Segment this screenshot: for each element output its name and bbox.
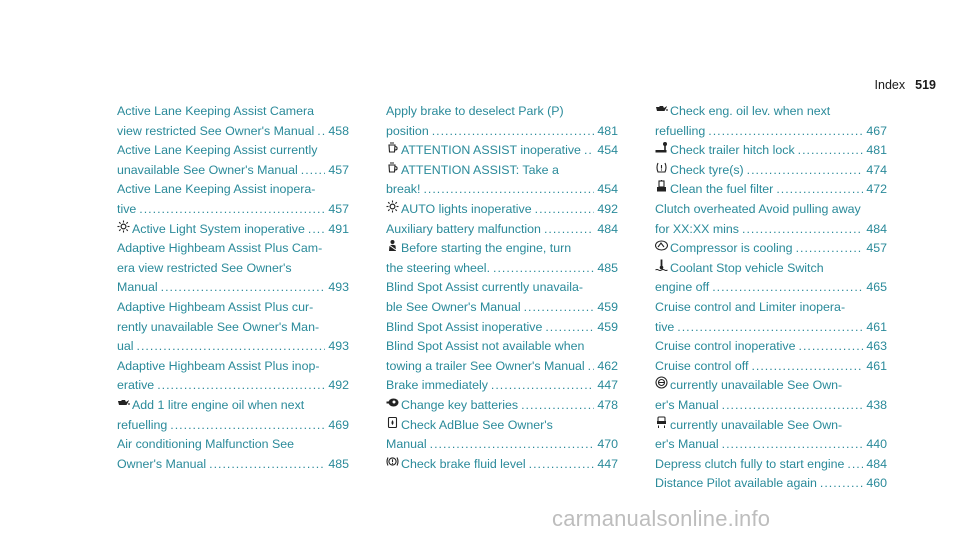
- index-entry-line: [655, 318, 887, 338]
- index-entry-text: Adaptive Highbeam Assist Plus inop-: [117, 358, 320, 373]
- index-entry: [386, 376, 618, 396]
- page-reference: 462: [597, 358, 618, 373]
- index-entry-text: er's Manual: [655, 437, 719, 452]
- coffee-cup-icon: [386, 161, 399, 174]
- leader-dots: [529, 455, 595, 475]
- index-entry-line: [386, 239, 618, 259]
- index-entry-line: [655, 239, 887, 259]
- page-reference: 447: [597, 456, 618, 471]
- leader-dots: [521, 396, 594, 416]
- index-entry-text: Check eng. oil lev. when next: [670, 104, 831, 118]
- index-entry: [655, 141, 887, 161]
- index-entry-text: erative: [117, 378, 155, 393]
- index-entry-text: refuelling: [117, 417, 168, 432]
- index-entry-text: Before starting the engine, turn: [401, 241, 572, 256]
- index-entry-line: [386, 416, 618, 436]
- index-column-1: [117, 102, 349, 474]
- page-reference: 485: [328, 456, 349, 471]
- brake-warning-icon: [386, 455, 399, 468]
- page-reference: 467: [866, 123, 887, 138]
- index-entry-text: Distance Pilot available again: [655, 476, 817, 491]
- index-entry: [655, 474, 887, 494]
- index-entry: [655, 161, 887, 181]
- leader-dots: [317, 122, 325, 142]
- leader-dots: [209, 455, 325, 475]
- index-entry-text: towing a trailer See Owner's Manual: [386, 358, 585, 373]
- index-entry-line: [386, 376, 618, 396]
- leader-dots: [751, 357, 863, 377]
- index-entry-text: tive: [655, 319, 675, 334]
- index-entry-line: [655, 455, 887, 475]
- index-entry-line: [117, 337, 349, 357]
- leader-dots: [742, 220, 863, 240]
- index-entry: [655, 259, 887, 298]
- index-entry-text: Check brake fluid level: [401, 456, 526, 471]
- index-entry-text: ATTENTION ASSIST: Take a: [401, 162, 559, 177]
- index-entry-line: [386, 259, 618, 279]
- page-reference: 481: [597, 123, 618, 138]
- index-entry-line: [117, 259, 349, 279]
- index-entry-text: Check trailer hitch lock: [670, 143, 795, 158]
- index-entry-text: Depress clutch fully to start engine: [655, 456, 845, 471]
- leader-dots: [432, 122, 595, 142]
- index-entry-line: [117, 220, 349, 240]
- index-entry-line: [655, 435, 887, 455]
- index-entry: [386, 396, 618, 416]
- oil-can-icon: [655, 102, 668, 115]
- index-entry: [386, 239, 618, 278]
- index-entry-line: [386, 161, 618, 181]
- page-reference: 457: [328, 162, 349, 177]
- index-entry-text: Clean the fuel filter: [670, 182, 774, 197]
- index-entry-line: [117, 376, 349, 396]
- index-entry-line: [117, 161, 349, 181]
- index-entry-line: [386, 357, 618, 377]
- leader-dots: [798, 141, 864, 161]
- index-entry-text: Cruise control off: [655, 358, 749, 373]
- page-reference: 478: [597, 397, 618, 412]
- page-reference: 493: [328, 280, 349, 295]
- index-entry-text: Clutch overheated Avoid pulling away: [655, 201, 861, 216]
- index-entry: [386, 416, 618, 455]
- index-entry-text: Coolant Stop vehicle Switch: [670, 260, 824, 275]
- index-entry-text: engine off: [655, 280, 710, 295]
- index-entry: [386, 161, 618, 200]
- page-reference: 463: [866, 339, 887, 354]
- page-reference: 454: [597, 143, 618, 158]
- index-entry-text: refuelling: [655, 123, 706, 138]
- key-fob-icon: [386, 396, 399, 409]
- leader-dots: [722, 435, 864, 455]
- page-reference: 484: [866, 221, 887, 236]
- index-entry-text: ATTENTION ASSIST inoperative: [401, 143, 581, 158]
- index-entry: [655, 239, 887, 259]
- page-reference: 458: [328, 123, 349, 138]
- index-entry-line: [655, 141, 887, 161]
- index-entry-text: ual: [117, 339, 134, 354]
- index-entry: [117, 396, 349, 435]
- leader-dots: [423, 180, 594, 200]
- leader-dots: [708, 122, 863, 142]
- index-entry-text: Add 1 litre engine oil when next: [132, 397, 305, 412]
- leader-dots: [545, 318, 594, 338]
- page-reference: 469: [328, 417, 349, 432]
- index-entry-text: Blind Spot Assist currently unavaila-: [386, 280, 583, 295]
- index-entry-text: Blind Spot Assist not available when: [386, 339, 585, 354]
- index-entry-text: currently unavailable See Own-: [670, 417, 843, 432]
- section-title: Index: [874, 78, 906, 92]
- index-entry-text: Cruise control and Limiter inopera-: [655, 299, 846, 314]
- leader-dots: [747, 161, 864, 181]
- leader-dots: [524, 298, 595, 318]
- leader-dots: [847, 455, 863, 475]
- page-reference: 438: [866, 397, 887, 412]
- page-reference: 470: [597, 437, 618, 452]
- index-entry-line: [117, 455, 349, 475]
- leader-dots: [712, 278, 863, 298]
- index-entry: [386, 220, 618, 240]
- index-entry-line: [655, 337, 887, 357]
- page-reference: 491: [328, 221, 349, 236]
- index-entry-line: [117, 141, 349, 161]
- index-entry-text: Air conditioning Malfunction See: [117, 437, 295, 452]
- index-entry-line: [117, 435, 349, 455]
- index-entry-line: [386, 396, 618, 416]
- index-entry-text: the steering wheel.: [386, 260, 491, 275]
- page-reference: 447: [597, 378, 618, 393]
- index-entry-text: Adaptive Highbeam Assist Plus cur-: [117, 299, 314, 314]
- page-reference: 492: [597, 201, 618, 216]
- page-reference: 460: [866, 476, 887, 491]
- page-reference: 461: [866, 358, 887, 373]
- index-entry-text: Auxiliary battery malfunction: [386, 221, 541, 236]
- index-entry-line: [386, 200, 618, 220]
- index-entry-text: position: [386, 123, 429, 138]
- page-reference: 465: [866, 280, 887, 295]
- index-entry-line: [655, 416, 887, 436]
- index-entry-line: [386, 337, 618, 357]
- index-entry: [655, 357, 887, 377]
- index-entry-line: [386, 180, 618, 200]
- page-reference: 440: [866, 437, 887, 452]
- index-entry-text: Owner's Manual: [117, 456, 207, 471]
- leader-dots: [722, 396, 864, 416]
- page-reference: 493: [328, 339, 349, 354]
- index-entry-text: Active Lane Keeping Assist inopera-: [117, 182, 316, 197]
- index-entry: [655, 200, 887, 239]
- index-entry: [386, 141, 618, 161]
- index-entry-text: break!: [386, 182, 421, 197]
- index-entry-line: [386, 435, 618, 455]
- seatbelt-person-icon: [386, 239, 399, 252]
- page-reference: 459: [597, 319, 618, 334]
- coolant-temp-icon: [655, 259, 668, 272]
- index-entry-line: [655, 220, 887, 240]
- index-entry: [117, 220, 349, 240]
- index-entry: [117, 435, 349, 474]
- index-entry-line: [655, 278, 887, 298]
- index-entry: [117, 141, 349, 180]
- page-reference: 461: [866, 319, 887, 334]
- page-reference: 472: [866, 182, 887, 197]
- index-entry-line: [386, 298, 618, 318]
- index-entry-line: [386, 220, 618, 240]
- index-entry-text: Check AdBlue See Owner's: [401, 417, 553, 432]
- index-entry-text: er's Manual: [655, 397, 719, 412]
- index-entry: [386, 200, 618, 220]
- index-entry-text: view restricted See Owner's Manual: [117, 123, 315, 138]
- leader-dots: [535, 200, 595, 220]
- index-entry-line: [655, 161, 887, 181]
- index-entry-line: [117, 122, 349, 142]
- index-entry-line: [655, 180, 887, 200]
- page-reference: 485: [597, 260, 618, 275]
- index-entry-text: ble See Owner's Manual: [386, 299, 521, 314]
- index-entry-text: Check tyre(s): [670, 162, 744, 177]
- oil-can-icon: [117, 396, 130, 409]
- index-entry-line: [386, 318, 618, 338]
- index-entry-text: Brake immediately: [386, 378, 488, 393]
- index-entry-text: Cruise control inoperative: [655, 339, 796, 354]
- index-entry: [655, 102, 887, 141]
- index-entry-line: [117, 318, 349, 338]
- index-entry-text: Apply brake to deselect Park (P): [386, 104, 564, 118]
- leader-dots: [677, 318, 863, 338]
- page-number: 519: [915, 78, 936, 92]
- leader-dots: [544, 220, 594, 240]
- page-reference: 481: [866, 143, 887, 158]
- leader-dots: [139, 200, 325, 220]
- index-entry-text: Compressor is cooling: [670, 241, 793, 256]
- leader-dots: [491, 376, 594, 396]
- index-entry: [655, 376, 887, 415]
- index-entry-text: rently unavailable See Owner's Man-: [117, 319, 320, 334]
- index-entry-line: [655, 474, 887, 494]
- index-entry-text: Adaptive Highbeam Assist Plus Cam-: [117, 241, 323, 256]
- index-entry-line: [386, 122, 618, 142]
- page-header: [875, 78, 936, 92]
- index-entry-line: [655, 298, 887, 318]
- leader-dots: [170, 416, 325, 436]
- leader-dots: [776, 180, 863, 200]
- leader-dots: [820, 474, 863, 494]
- index-entry: [655, 337, 887, 357]
- index-entry-line: [655, 122, 887, 142]
- index-entry: [117, 239, 349, 298]
- index-entry: [386, 318, 618, 338]
- index-entry: [655, 455, 887, 475]
- index-entry: [655, 180, 887, 200]
- page-reference: 492: [328, 378, 349, 393]
- index-entry-text: Manual: [117, 280, 158, 295]
- adblue-icon: [386, 416, 399, 429]
- page-reference: 457: [866, 241, 887, 256]
- index-entry-line: [655, 396, 887, 416]
- leader-dots: [161, 278, 326, 298]
- watermark: carmanualsonline.info: [552, 506, 771, 531]
- index-entry: [386, 278, 618, 317]
- index-column-2: [386, 102, 618, 474]
- page-reference: 457: [328, 201, 349, 216]
- index-entry-line: [386, 455, 618, 475]
- page-reference: 459: [597, 299, 618, 314]
- compressor-icon: [655, 239, 668, 252]
- index-entry-line: [386, 278, 618, 298]
- page-reference: 454: [597, 182, 618, 197]
- index-entry-line: [117, 416, 349, 436]
- index-entry-text: Active Light System inoperative: [132, 221, 305, 236]
- index-entry-line: [655, 357, 887, 377]
- index-entry: [655, 298, 887, 337]
- index-entry: [117, 298, 349, 357]
- index-entry-line: [117, 200, 349, 220]
- leader-dots: [584, 141, 594, 161]
- fuel-filter-icon: [655, 180, 668, 193]
- index-entry: [386, 102, 618, 141]
- page-reference: 474: [866, 162, 887, 177]
- index-entry-line: [117, 298, 349, 318]
- index-entry: [655, 416, 887, 455]
- index-entry: [386, 337, 618, 376]
- index-entry-line: [117, 357, 349, 377]
- index-entry-text: unavailable See Owner's Manual: [117, 162, 298, 177]
- tyre-pressure-icon: [655, 161, 668, 174]
- index-entry-text: for XX:XX mins: [655, 221, 740, 236]
- index-entry-line: [386, 102, 618, 122]
- leader-dots: [799, 337, 864, 357]
- leader-dots: [430, 435, 595, 455]
- leader-dots: [301, 161, 326, 181]
- index-column-3: [655, 102, 887, 494]
- index-entry-text: Active Lane Keeping Assist Camera: [117, 104, 314, 118]
- index-entry: [117, 180, 349, 219]
- index-entry-line: [117, 239, 349, 259]
- index-entry-text: Change key batteries: [401, 397, 519, 412]
- index-entry-line: [655, 259, 887, 279]
- index-entry: [386, 455, 618, 475]
- leader-dots: [493, 259, 594, 279]
- index-entry-line: [655, 376, 887, 396]
- light-sun-icon: [117, 220, 130, 233]
- page-reference: 484: [597, 221, 618, 236]
- leader-dots: [308, 220, 325, 240]
- index-entry-line: [117, 396, 349, 416]
- coffee-cup-icon: [386, 141, 399, 154]
- leader-dots: [137, 337, 326, 357]
- steering-assist-icon: [655, 376, 668, 389]
- leader-dots: [157, 376, 325, 396]
- distance-car-icon: [655, 416, 668, 429]
- index-entry-text: currently unavailable See Own-: [670, 378, 843, 393]
- leader-dots: [588, 357, 595, 377]
- index-entry-line: [117, 180, 349, 200]
- index-entry-line: [386, 141, 618, 161]
- index-entry-text: AUTO lights inoperative: [401, 201, 532, 216]
- page-reference: 484: [866, 456, 887, 471]
- index-entry-line: [655, 102, 887, 122]
- index-entry: [117, 102, 349, 141]
- index-entry: [117, 357, 349, 396]
- index-entry-text: Manual: [386, 437, 427, 452]
- index-entry-text: tive: [117, 201, 137, 216]
- index-entry-text: era view restricted See Owner's: [117, 260, 292, 275]
- index-entry-line: [655, 200, 887, 220]
- light-sun-icon: [386, 200, 399, 213]
- index-entry-line: [117, 278, 349, 298]
- index-entry-text: Blind Spot Assist inoperative: [386, 319, 543, 334]
- leader-dots: [796, 239, 864, 259]
- trailer-hitch-icon: [655, 141, 668, 154]
- index-entry-text: Active Lane Keeping Assist currently: [117, 143, 318, 158]
- index-entry-line: [117, 102, 349, 122]
